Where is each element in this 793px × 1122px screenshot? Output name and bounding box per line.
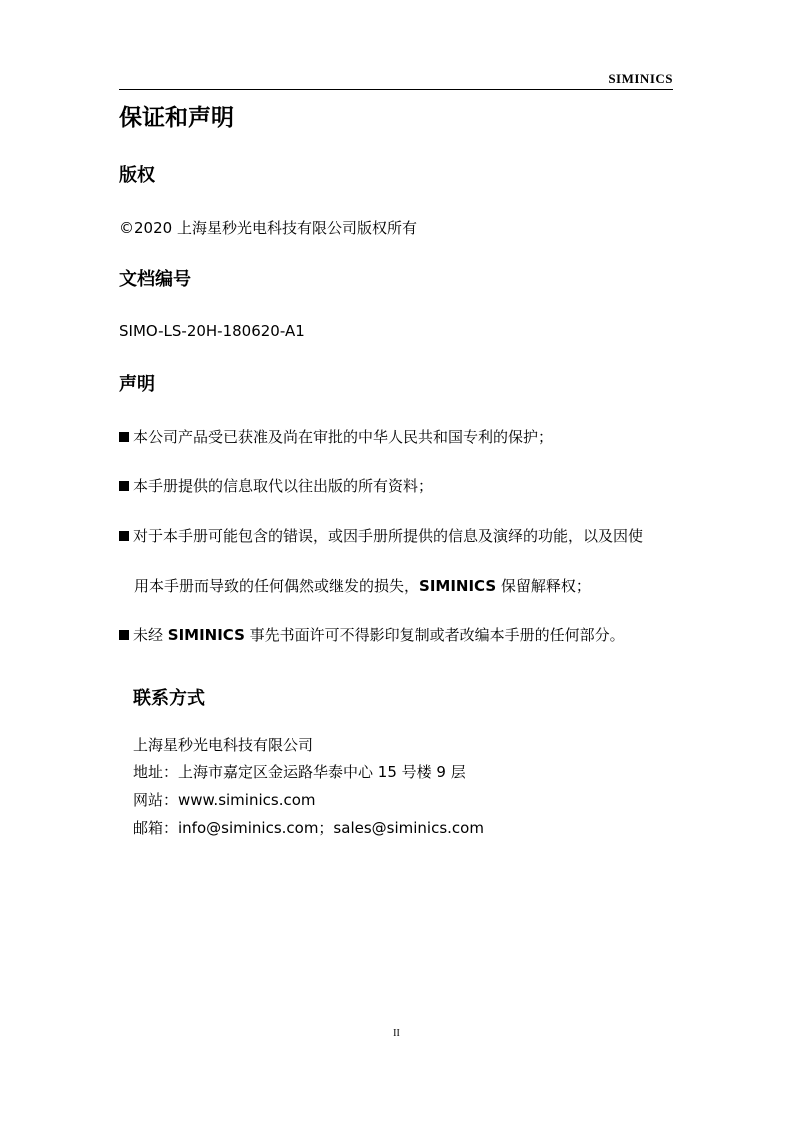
contact-website: 网站：www.siminics.com bbox=[133, 791, 316, 809]
header-brand: SIMINICS bbox=[608, 71, 673, 86]
statement-bullet-continuation bbox=[134, 576, 591, 596]
copyright-text: ©2020 上海星秒光电科技有限公司版权所有 bbox=[119, 219, 417, 237]
bullet-text: 保留解释权； bbox=[496, 577, 591, 595]
statement-bullet bbox=[119, 526, 643, 546]
bullet-text: 事先书面许可不得影印复制或者改编本手册的任何部分。 bbox=[244, 626, 625, 644]
contact-address: 地址：上海市嘉定区金运路华泰中心 15 号楼 9 层 bbox=[133, 763, 466, 781]
statement-heading: 声明 bbox=[119, 374, 155, 395]
bullet-square-icon bbox=[119, 531, 129, 541]
bullet-text: 用本手册而导致的任何偶然或继发的损失， bbox=[134, 577, 420, 595]
bullet-square-icon bbox=[119, 630, 129, 640]
document-number-text: SIMO-LS-20H-180620-A1 bbox=[119, 322, 305, 340]
statement-bullet bbox=[119, 625, 625, 645]
brand-name: SIMINICS bbox=[167, 626, 245, 644]
document-number-heading: 文档编号 bbox=[119, 269, 191, 290]
page-number: II bbox=[393, 1028, 400, 1039]
contact-company: 上海星秒光电科技有限公司 bbox=[133, 736, 314, 754]
page-title: 保证和声明 bbox=[119, 105, 234, 131]
bullet-text: 对于本手册可能包含的错误，或因手册所提供的信息及演绎的功能，以及因使 bbox=[133, 527, 644, 545]
bullet-text: 本手册提供的信息取代以往出版的所有资料； bbox=[133, 477, 434, 495]
bullet-text: 未经 bbox=[133, 626, 168, 644]
bullet-square-icon bbox=[119, 432, 129, 442]
header-rule bbox=[119, 89, 673, 90]
bullet-text: 本公司产品受已获准及尚在审批的中华人民共和国专利的保护； bbox=[133, 428, 554, 446]
contact-email: 邮箱：info@siminics.com；sales@siminics.com bbox=[133, 819, 484, 837]
brand-name: SIMINICS bbox=[419, 577, 497, 595]
bullet-square-icon bbox=[119, 481, 129, 491]
statement-bullet bbox=[119, 427, 553, 447]
statement-bullet bbox=[119, 476, 433, 496]
copyright-heading: 版权 bbox=[119, 165, 155, 186]
contact-heading: 联系方式 bbox=[133, 688, 205, 709]
